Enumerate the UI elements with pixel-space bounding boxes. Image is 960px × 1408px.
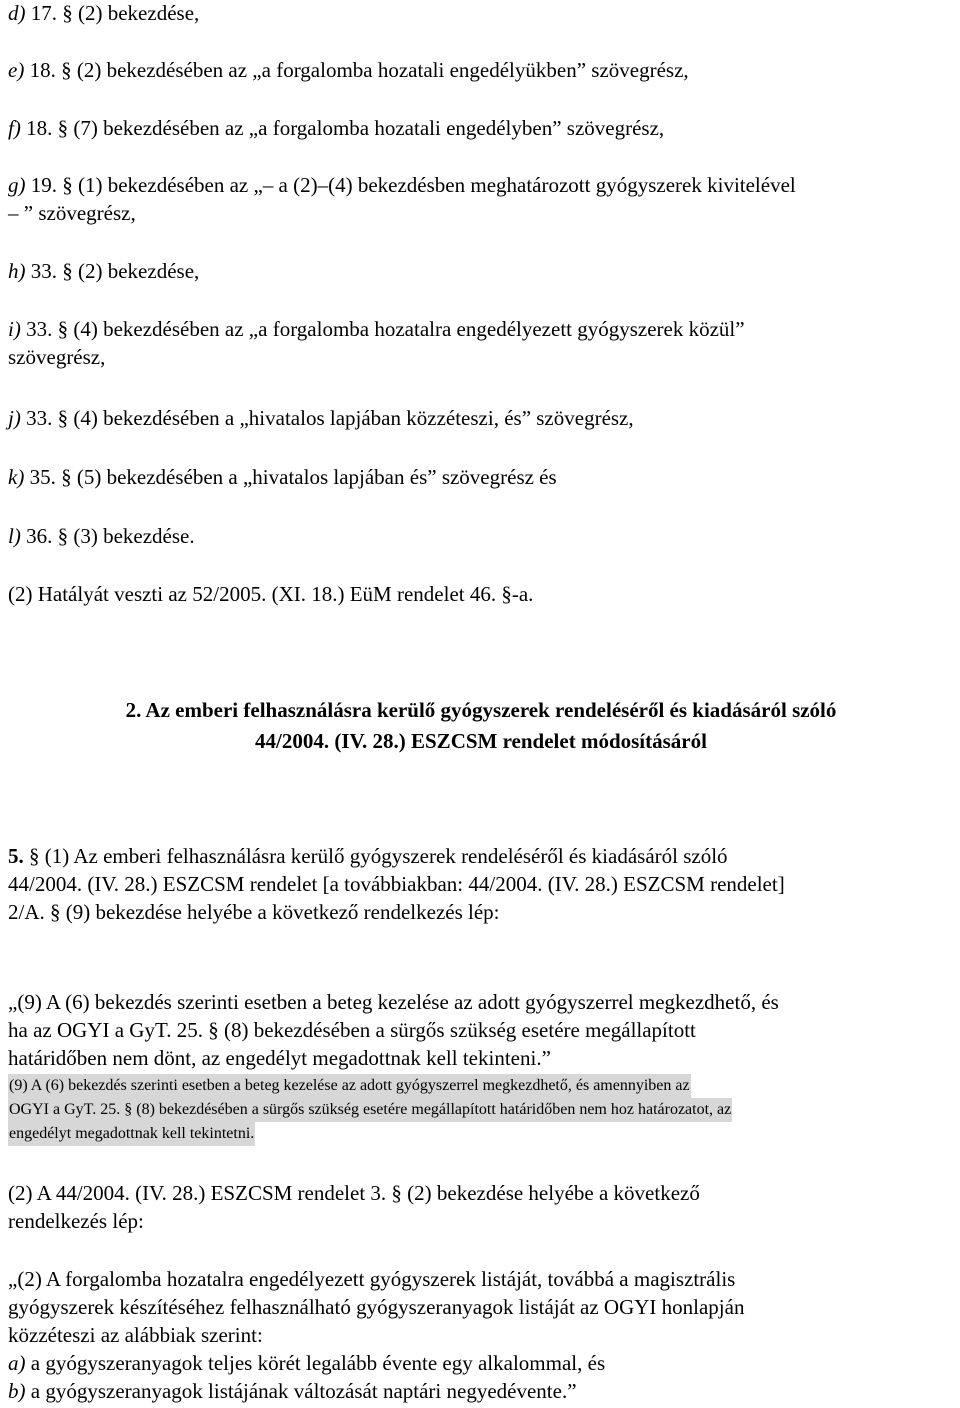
list-letter: j) (8, 406, 21, 430)
list-letter: f) (8, 116, 21, 140)
list-text: 18. § (2) bekezdésében az „a forgalomba hozatali engedélyükben” szövegrész, (24, 58, 689, 82)
list-text: a gyógyszeranyagok listájának változását naptári negyedévente.” (25, 1379, 577, 1403)
list-text-continued: – ” szövegrész, (8, 201, 136, 225)
list-text: 33. § (2) bekezdése, (25, 259, 200, 283)
list-letter: k) (8, 465, 25, 489)
repeal-paragraph (8, 580, 533, 608)
list-text: 33. § (4) bekezdésében a „hivatalos lapjában közzéteszi, és” szövegrész, (20, 406, 634, 430)
list-letter: d) (8, 1, 26, 25)
list-text: 18. § (7) bekezdésében az „a forgalomba hozatali engedélyben” szövegrész, (20, 116, 665, 140)
amended-list-item-b (8, 1377, 744, 1405)
list-letter: l) (8, 524, 21, 548)
amended-list-item-a (8, 1349, 744, 1377)
list-letter: h) (8, 259, 26, 283)
previous-text-line: engedélyt megadottnak kell tekintetni. (8, 1122, 255, 1146)
list-letter: g) (8, 173, 26, 197)
list-text: 19. § (1) bekezdésében az „– a (2)–(4) bekezdésben meghatározott gyógyszerek kivitelével (25, 173, 796, 197)
section-5-paragraph (8, 842, 785, 926)
previous-text-9 (8, 1074, 732, 1146)
list-text-continued: szövegrész, (8, 345, 106, 369)
section-heading-line: 44/2004. (IV. 28.) ESZCSM rendelet módosításáról (255, 729, 707, 753)
amended-text-line: „(2) A forgalomba hozatalra engedélyezett gyógyszerek listáját, továbbá a magisztrális (8, 1267, 736, 1291)
amended-text-9 (8, 988, 779, 1072)
list-item-l (8, 522, 195, 550)
amended-text-line: közzéteszi az alábbiak szerint: (8, 1323, 263, 1347)
previous-text-line: OGYI a GyT. 25. § (8) bekezdésében a sürgős szükség esetére megállapított határidőben nem hoz határozatot, az (8, 1098, 732, 1122)
previous-text-line: (9) A (6) bekezdés szerinti esetben a beteg kezelése az adott gyógyszerrel megkezdhető, és amennyiben az (8, 1074, 691, 1098)
paragraph-line: (2) A 44/2004. (IV. 28.) ESZCSM rendelet 3. § (2) bekezdése helyébe a következő (8, 1181, 700, 1205)
amended-text-line: határidőben nem dönt, az engedélyt megadottnak kell tekinteni.” (8, 1046, 551, 1070)
paragraph-2 (8, 1179, 700, 1235)
list-text: 35. § (5) bekezdésében a „hivatalos lapjában és” szövegrész és (24, 465, 557, 489)
amended-text-line: „(9) A (6) bekezdés szerinti esetben a beteg kezelése az adott gyógyszerrel megkezdhető, és (8, 990, 779, 1014)
list-text: a gyógyszeranyagok teljes körét legalább évente egy alkalommal, és (25, 1351, 606, 1375)
list-item-j (8, 404, 634, 432)
list-item-k (8, 463, 557, 491)
list-letter: i) (8, 317, 21, 341)
list-item-d (8, 0, 199, 27)
amended-text-2 (8, 1265, 744, 1405)
list-text: 33. § (4) bekezdésében az „a forgalomba hozatalra engedélyezett gyógyszerek közül” (20, 317, 745, 341)
list-text: 17. § (2) bekezdése, (25, 1, 200, 25)
list-item-h (8, 257, 199, 285)
list-letter: b) (8, 1379, 26, 1403)
list-item-g (8, 171, 796, 227)
amended-text-line: gyógyszerek készítéséhez felhasználható gyógyszeranyagok listáját az OGYI honlapján (8, 1295, 745, 1319)
section-number: 5. (8, 844, 24, 868)
list-item-f (8, 114, 664, 142)
list-text: 36. § (3) bekezdése. (20, 524, 195, 548)
list-item-i (8, 315, 745, 371)
section-heading-line: 2. Az emberi felhasználásra kerülő gyógyszerek rendeléséről és kiadásáról szóló (125, 698, 837, 722)
paragraph-line: rendelkezés lép: (8, 1209, 144, 1233)
section-text: 44/2004. (IV. 28.) ESZCSM rendelet [a továbbiakban: 44/2004. (IV. 28.) ESZCSM rendelet] (8, 872, 785, 896)
repeal-text: (2) Hatályát veszti az 52/2005. (XI. 18.) EüM rendelet 46. §-a. (8, 582, 534, 606)
list-letter: e) (8, 58, 25, 82)
section-text: 2/A. § (9) bekezdése helyébe a következő rendelkezés lép: (8, 900, 500, 924)
list-letter: a) (8, 1351, 26, 1375)
list-item-e (8, 56, 689, 84)
section-text: § (1) Az emberi felhasználásra kerülő gyógyszerek rendeléséről és kiadásáról szóló (23, 844, 728, 868)
section-heading (8, 695, 954, 757)
amended-text-line: ha az OGYI a GyT. 25. § (8) bekezdésében a sürgős szükség esetére megállapított (8, 1018, 696, 1042)
